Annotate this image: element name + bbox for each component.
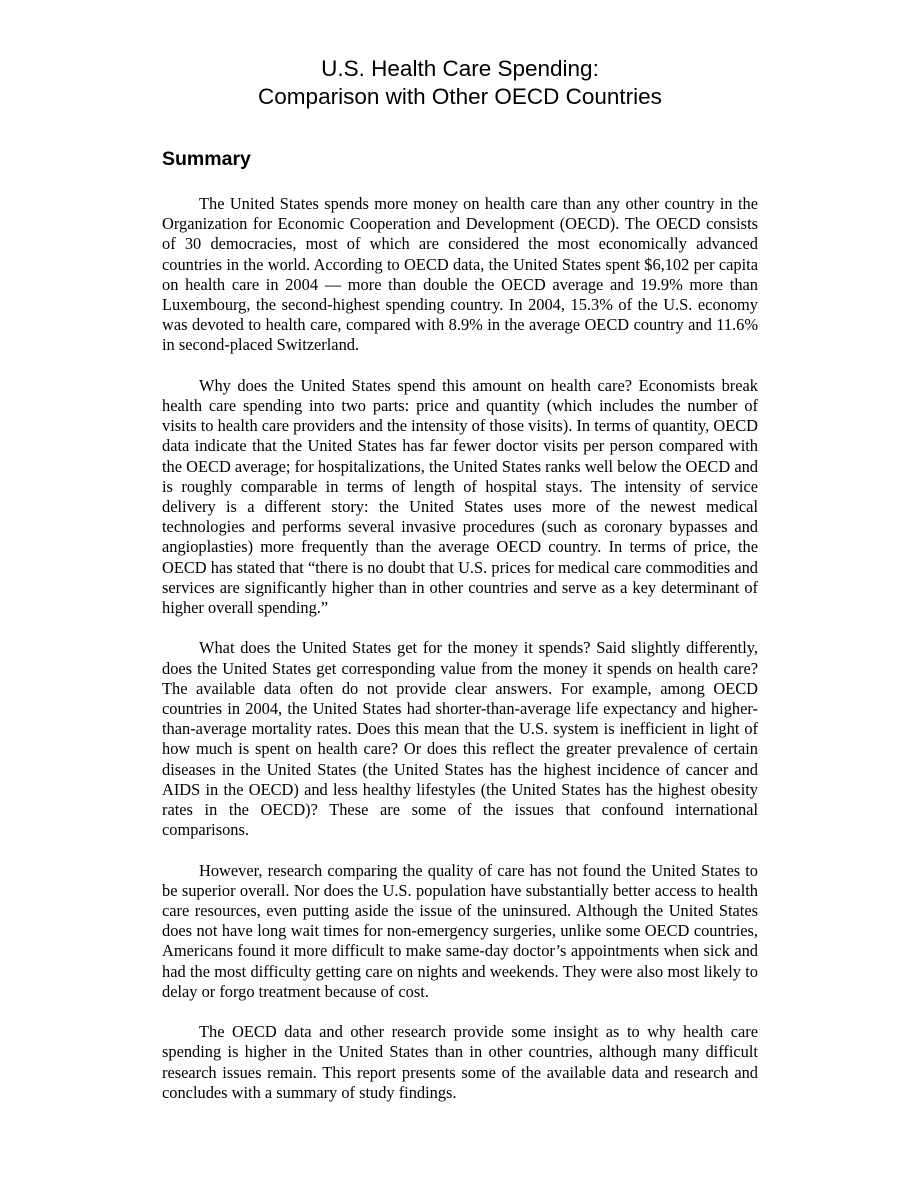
title-line-1: U.S. Health Care Spending: xyxy=(321,56,599,81)
title-line-2: Comparison with Other OECD Countries xyxy=(258,84,662,109)
paragraph: The OECD data and other research provide some insight as to why health care spending is higher in the United States than in other countries, although many difficult research issues remain. This report presents some of the available data and research and concludes with a summary of study findings. xyxy=(162,1022,758,1102)
paragraph: Why does the United States spend this amount on health care? Economists break health care spending into two parts: price and quantity (which includes the number of visits to health care providers and the intensity of those visits). In terms of quantity, OECD data indicate that the United States has far fewer doctor visits per person compared with the OECD average; for hospitalizations, the United States ranks well below the OECD and is roughly comparable in terms of length of hospital stays. The intensity of service delivery is a different story: the United States uses more of the newest medical technologies and performs several invasive procedures (such as coronary bypasses and angioplasties) more frequently than the average OECD country. In terms of price, the OECD has stated that “there is no doubt that U.S. prices for medical care commodities and services are significantly higher than in other countries and serve as a key determinant of higher overall spending.” xyxy=(162,375,758,618)
document-title xyxy=(162,55,758,111)
document-page xyxy=(162,55,758,1102)
section-heading: Summary xyxy=(162,148,251,170)
paragraph: The United States spends more money on health care than any other country in the Organization for Economic Cooperation and Development (OECD). The OECD consists of 30 democracies, most of which are considered the most economically advanced countries in the world. According to OECD data, the United States spent $6,102 per capita on health care in 2004 — more than double the OECD average and 19.9% more than Luxembourg, the second-highest spending country. In 2004, 15.3% of the U.S. economy was devoted to health care, compared with 8.9% in the average OECD country and 11.6% in second-placed Switzerland. xyxy=(162,194,758,355)
paragraph: However, research comparing the quality of care has not found the United States to be superior overall. Nor does the U.S. population have substantially better access to health care resources, even putting aside the issue of the uninsured. Although the United States does not have long wait times for non-emergency surgeries, unlike some OECD countries, Americans found it more difficult to make same-day doctor’s appointments when sick and had the most difficulty getting care on nights and weekends. They were also most likely to delay or forgo treatment because of cost. xyxy=(162,860,758,1001)
summary-body xyxy=(162,194,758,1123)
paragraph: What does the United States get for the money it spends? Said slightly differently, does the United States get corresponding value from the money it spends on health care? The available data often do not provide clear answers. For example, among OECD countries in 2004, the United States had shorter-than-average life expectancy and higher-than-average mortality rates. Does this mean that the U.S. system is inefficient in light of how much is spent on health care? Or does this reflect the greater prevalence of certain diseases in the United States (the United States has the highest incidence of cancer and AIDS in the OECD) and less healthy lifestyles (the United States has the highest obesity rates in the OECD)? These are some of the issues that confound international comparisons. xyxy=(162,638,758,840)
